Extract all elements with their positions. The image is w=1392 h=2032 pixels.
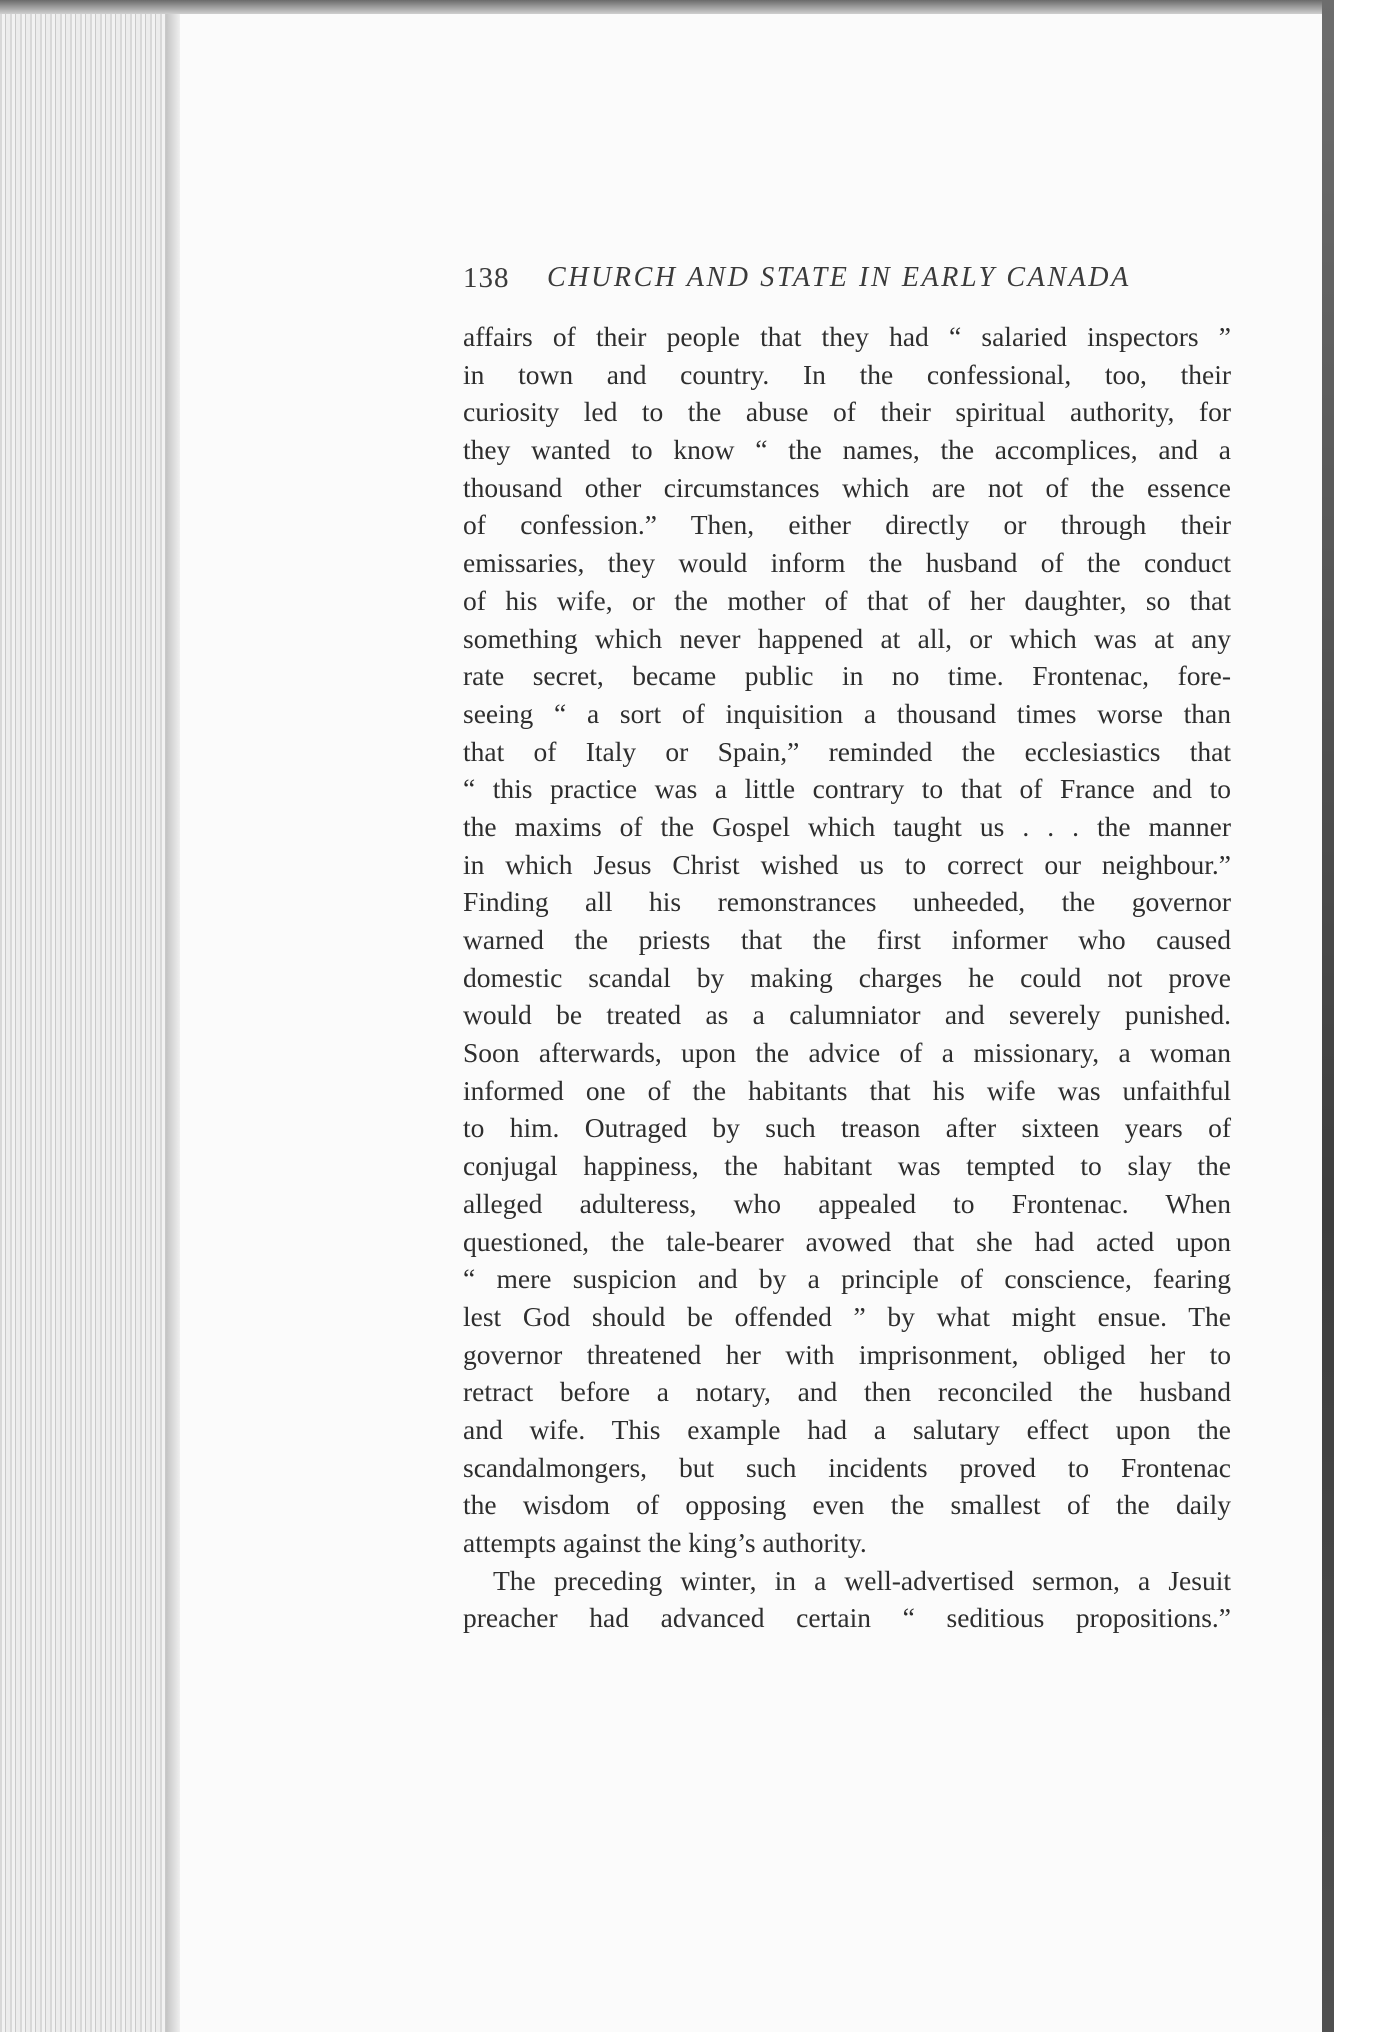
text-line: informed one of the habitants that his wife was unfaithful <box>463 1074 1231 1106</box>
text-line: would be treated as a calumniator and severely punished. <box>463 999 1231 1031</box>
text-line: conjugal happiness, the habitant was tempted to slay the <box>463 1150 1231 1182</box>
text-line: scandalmongers, but such incidents proved to Frontenac <box>463 1451 1231 1483</box>
text-line: in town and country. In the confessional, too, their <box>463 358 1231 390</box>
text-line: of his wife, or the mother of that of her daughter, so that <box>463 584 1231 616</box>
text-line: domestic scandal by making charges he could not prove <box>463 961 1231 993</box>
text-line: alleged adulteress, who appealed to Frontenac. When <box>463 1187 1231 1219</box>
text-line: they wanted to know “ the names, the accomplices, and a <box>463 434 1231 466</box>
text-line: preacher had advanced certain “ seditious propositions.” <box>463 1602 1231 1634</box>
paragraph <box>463 1562 1231 1637</box>
text-line: questioned, the tale-bearer avowed that she had acted upon <box>463 1225 1231 1257</box>
page-number: 138 <box>463 262 510 294</box>
book-cover-edge <box>1322 0 1392 2032</box>
text-line: governor threatened her with imprisonment, obliged her to <box>463 1338 1231 1370</box>
text-line: in which Jesus Christ wished us to correct our neighbour.” <box>463 848 1231 880</box>
text-line: rate secret, became public in no time. Frontenac, fore- <box>463 660 1231 692</box>
text-line: “ mere suspicion and by a principle of conscience, fearing <box>463 1263 1231 1295</box>
text-line: seeing “ a sort of inquisition a thousand times worse than <box>463 697 1231 729</box>
text-line: Finding all his remonstrances unheeded, the governor <box>463 886 1231 918</box>
text-line: and wife. This example had a salutary effect upon the <box>463 1413 1231 1445</box>
top-edge <box>0 0 1330 14</box>
text-line: of confession.” Then, either directly or through their <box>463 509 1231 541</box>
text-line: “ this practice was a little contrary to that of France and to <box>463 773 1231 805</box>
text-line: the wisdom of opposing even the smallest of the daily <box>463 1489 1231 1521</box>
text-line: the maxims of the Gospel which taught us . . . the manner <box>463 810 1231 842</box>
text-line: affairs of their people that they had “ salaried inspectors ” <box>463 321 1231 352</box>
text-line: warned the priests that the first informer who caused <box>463 924 1231 955</box>
text-line: thousand other circumstances which are not of the essence <box>463 471 1231 503</box>
text-line: Soon afterwards, upon the advice of a missionary, a woman <box>463 1037 1231 1069</box>
text-line: curiosity led to the abuse of their spiritual authority, for <box>463 396 1231 428</box>
page-edge-stack <box>0 0 180 2032</box>
running-head <box>463 262 1231 302</box>
text-line: that of Italy or Spain,” reminded the ecclesiastics that <box>463 735 1231 767</box>
text-line: something which never happened at all, or which was at any <box>463 622 1231 654</box>
text-line: attempts against the king’s authority. <box>463 1527 867 1558</box>
text-line: to him. Outraged by such treason after sixteen years of <box>463 1112 1231 1144</box>
text-line: retract before a notary, and then reconciled the husband <box>463 1376 1231 1408</box>
text-line: emissaries, they would inform the husband of the conduct <box>463 547 1231 579</box>
text-line: The preceding winter, in a well-advertised sermon, a Jesuit <box>493 1564 1231 1596</box>
header-title: CHURCH AND STATE IN EARLY CANADA <box>547 262 1131 293</box>
body-text <box>463 318 1231 1637</box>
text-line: lest God should be offended ” by what might ensue. The <box>463 1300 1231 1332</box>
paragraph <box>463 318 1231 1562</box>
